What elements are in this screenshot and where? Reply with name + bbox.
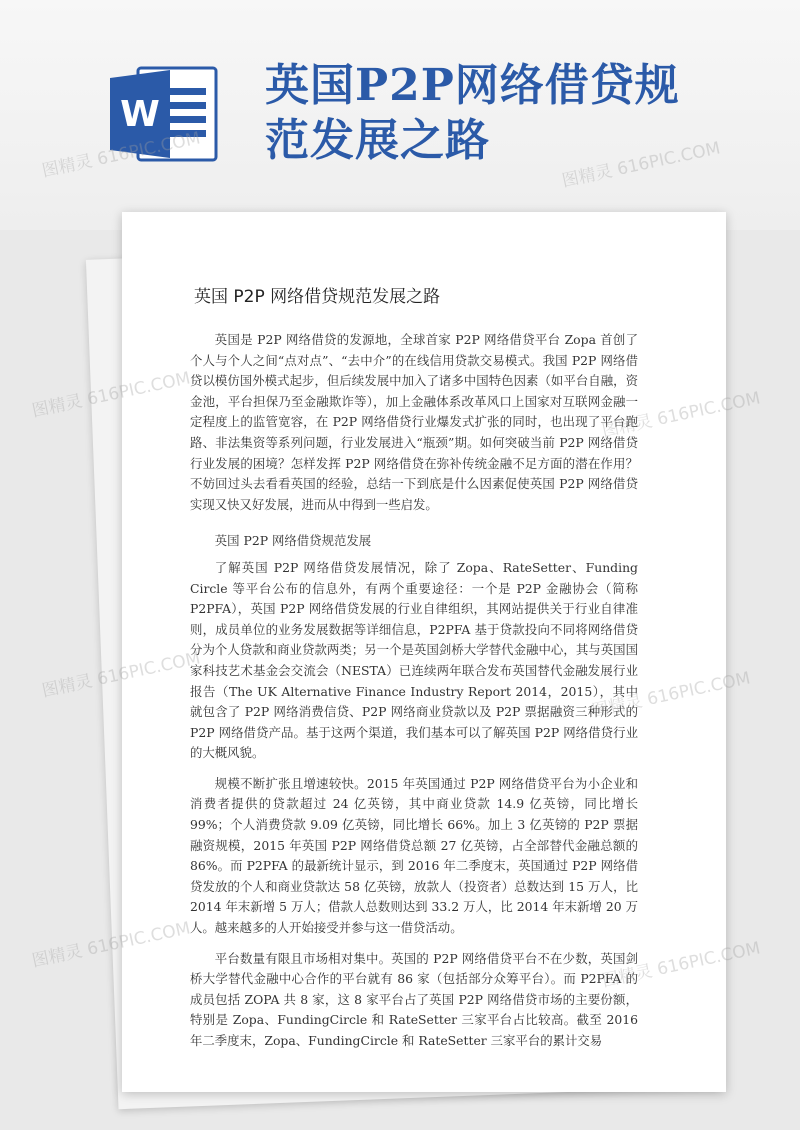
watermark: 图精灵 616PIC.COM	[30, 918, 193, 972]
page-title	[265, 58, 705, 168]
paragraph-intro: 英国是 P2P 网络借贷的发源地，全球首家 P2P 网络借贷平台 Zopa 首创了个人与个人之间“点对点”、“去中介”的在线信用贷款交易模式。我国 P2P 网络借贷以模仿国外模式起步，但后续发展中加入了诸多中国特色因素（如平台自融，资金池，平台担保乃至金融欺诈等），加上金融体系改革风口上国家对互联网金融一定程度上的监管宽容，在 P2P 网络借贷行业爆发式扩张的同时，也出现了平台跑路、非法集资等系列问题，行业发展进入“瓶颈”期。如何突破当前 P2P 网络借贷行业发展的困境？怎样发挥 P2P 网络借贷在弥补传统金融不足方面的潜在作用？不妨回过头去看看英国的经验，总结一下到底是什么因素促使英国 P2P 网络借贷实现又快又好发展，进而从中得到一些启发。	[190, 332, 638, 512]
document-title: 英国 P2P 网络借贷规范发展之路	[194, 287, 441, 307]
watermark: 图精灵 616PIC.COM	[590, 668, 753, 722]
paragraph-platforms: 平台数量有限且市场相对集中。英国的 P2P 网络借贷平台不在少数，英国剑桥大学替代金融中心合作的平台就有 86 家（包括部分众筹平台）。而 P2PFA 的成员包括 ZOPA 共 8 家，这 8 家平台占了英国 P2P 网络借贷市场的主要份额，特别是 Zopa、FundingCircle 和 RateSetter 三家平台占比较高。截至 2016 年二季度末，Zopa、FundingCircle 和 RateSetter 三家平台的累计交易	[190, 950, 638, 1048]
document-body	[190, 330, 638, 1052]
svg-text:W: W	[120, 94, 160, 135]
paragraph-scale: 规模不断扩张且增速较快。2015 年英国通过 P2P 网络借贷平台为小企业和消费者提供的贷款超过 24 亿英镑，其中商业贷款 14.9 亿英镑，同比增长 99%；个人消费贷款 9.09 亿英镑，同比增长 66%。加上 3 亿英镑的 P2P 票据融资规模，2015 年英国 P2P 网络借贷总额 27 亿英镑，占全部替代金融总额的 86%。而 P2PFA 的最新统计显示，到 2016 年二季度末，英国通过 P2P 网络借贷发放的个人和商业贷款达 58 亿英镑，放款人（投资者）总数达到 15 万人，比 2014 年末新增 5 万人；借款人总数则达到 33.2 万人，比 2014 年末新增 20 万人。越来越多的人开始接受并参与这一借贷活动。	[190, 775, 638, 936]
page-title-line-2: 范发展之路	[265, 115, 490, 166]
watermark: 图精灵 616PIC.COM	[30, 368, 193, 422]
page-title-line-1: 英国P2P网络借贷规	[265, 60, 680, 111]
section-heading: 英国 P2P 网络借贷规范发展	[214, 533, 372, 549]
watermark: 图精灵 616PIC.COM	[600, 388, 763, 442]
paragraph-channels: 了解英国 P2P 网络借贷发展情况，除了 Zopa、RateSetter、Funding Circle 等平台公布的信息外，有两个重要途径：一个是 P2P 金融协会（简称 P2PFA），英国 P2P 网络借贷发展的行业自律组织，其网站提供关于行业自律准则，成员单位的业务发展数据等详细信息，P2PFA 基于贷款投向不同将网络借贷分为个人贷款和商业贷款两类；另一个是英国剑桥大学替代金融中心，其与英国国家科技艺术基金会交流会（NESTA）已连续两年联合发布英国替代金融发展行业报告（The UK Alternative Finance Industry Report 2014，2015），其中就包含了 P2P 网络消费信贷、P2P 网络商业贷款以及 P2P 票据融资三种形式的 P2P 网络借贷产品。基于这两个渠道，我们基本可以了解英国 P2P 网络借贷行业的大概风貌。	[190, 559, 638, 761]
watermark: 图精灵 616PIC.COM	[600, 938, 763, 992]
word-document-icon	[108, 64, 220, 164]
document-page	[122, 212, 726, 1092]
watermark: 图精灵 616PIC.COM	[560, 138, 723, 192]
watermark: 图精灵 616PIC.COM	[40, 128, 203, 182]
watermark: 图精灵 616PIC.COM	[40, 648, 203, 702]
